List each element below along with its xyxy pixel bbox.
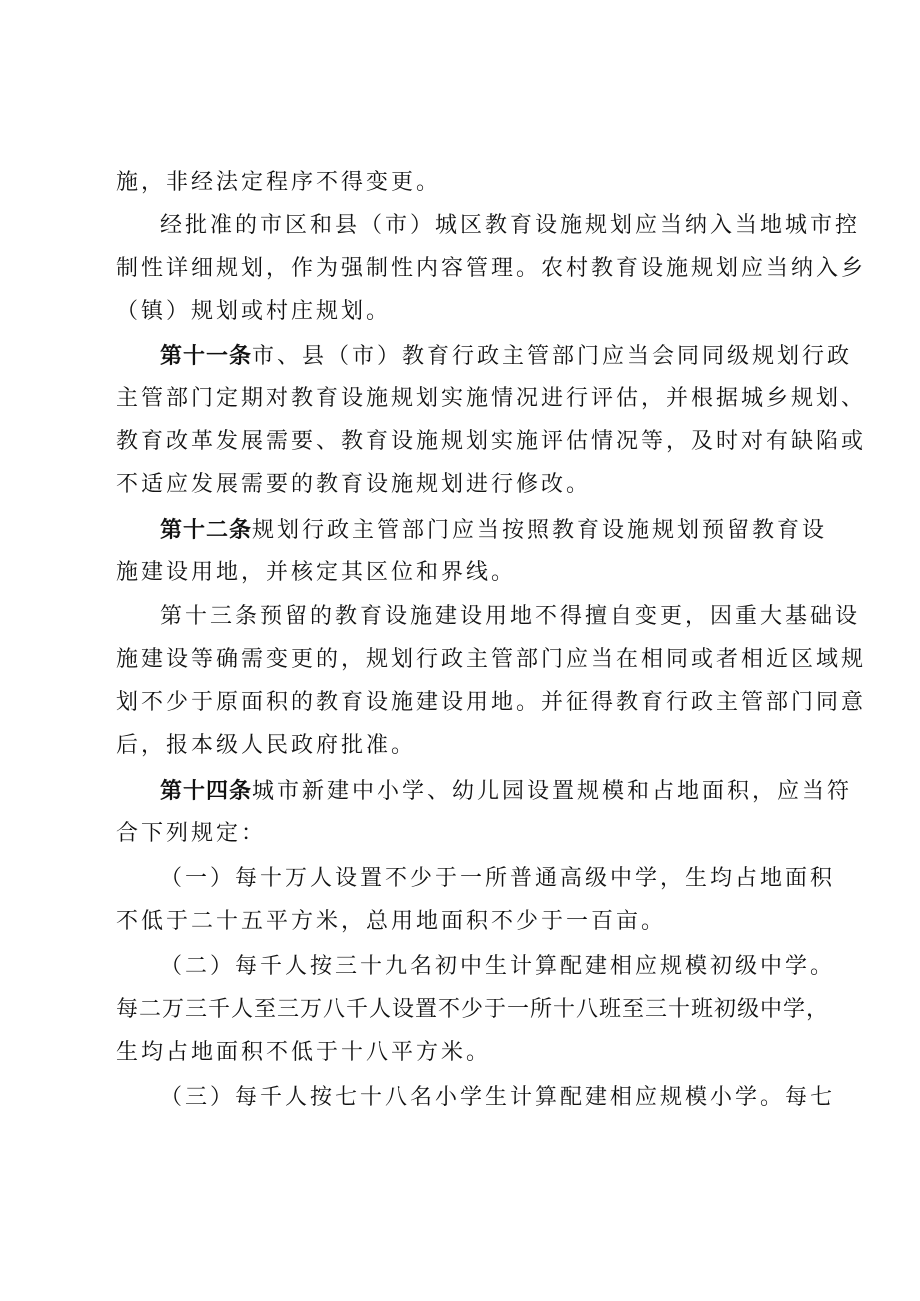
article-12-paragraph	[160, 515, 827, 546]
text-run: 城市新建中小学、幼儿园设置规模和占地面积，应当符	[252, 779, 853, 804]
text-line: 主管部门定期对教育设施规划实施情况进行评估，并根据城乡规划、	[116, 386, 867, 411]
article-14-paragraph	[160, 776, 852, 807]
article-heading: 第十一条	[160, 343, 253, 369]
text-line: 施建设等确需变更的，规划行政主管部门应当在相同或者相近区域规	[116, 647, 867, 672]
text-line: 施建设用地，并核定其区位和界线。	[116, 560, 517, 585]
text-line: 教育改革发展需要、教育设施规划实施评估情况等，及时对有缺陷或	[116, 429, 867, 454]
text-line: （镇）规划或村庄规划。	[116, 299, 392, 324]
text-line: 施，非经法定程序不得变更。	[116, 170, 442, 195]
text-line: 经批准的市区和县（市）城区教育设施规划应当纳入当地城市控	[160, 213, 861, 238]
text-line: 第十三条预留的教育设施建设用地不得擅自变更，因重大基础设	[160, 604, 861, 629]
text-line: （二）每千人按三十九名初中生计算配建相应规模初级中学。	[160, 954, 836, 979]
text-run: 市、县（市）教育行政主管部门应当会同同级规划行政	[252, 344, 853, 369]
text-line: 生均占地面积不低于十八平方米。	[116, 1040, 492, 1065]
text-line: （三）每千人按七十八名小学生计算配建相应规模小学。每七	[160, 1085, 836, 1110]
text-line: 合下列规定：	[116, 821, 267, 846]
text-run: 规划行政主管部门应当按照教育设施规划预留教育设	[252, 518, 828, 543]
text-line: 制性详细规划，作为强制性内容管理。农村教育设施规划应当纳入乡	[116, 256, 867, 281]
text-line: 后，报本级人民政府批准。	[116, 733, 417, 758]
article-heading: 第十二条	[160, 517, 253, 543]
article-heading: 第十四条	[160, 778, 253, 804]
text-line: （一）每十万人设置不少于一所普通高级中学，生均占地面积	[160, 866, 836, 891]
text-line: 不低于二十五平方米，总用地面积不少于一百亩。	[116, 909, 667, 934]
article-11-paragraph	[160, 341, 852, 372]
text-line: 每二万三千人至三万八千人设置不少于一所十八班至三十班初级中学，	[116, 997, 830, 1022]
text-line: 不适应发展需要的教育设施规划进行修改。	[116, 472, 592, 497]
text-line: 划不少于原面积的教育设施建设用地。并征得教育行政主管部门同意	[116, 690, 867, 715]
